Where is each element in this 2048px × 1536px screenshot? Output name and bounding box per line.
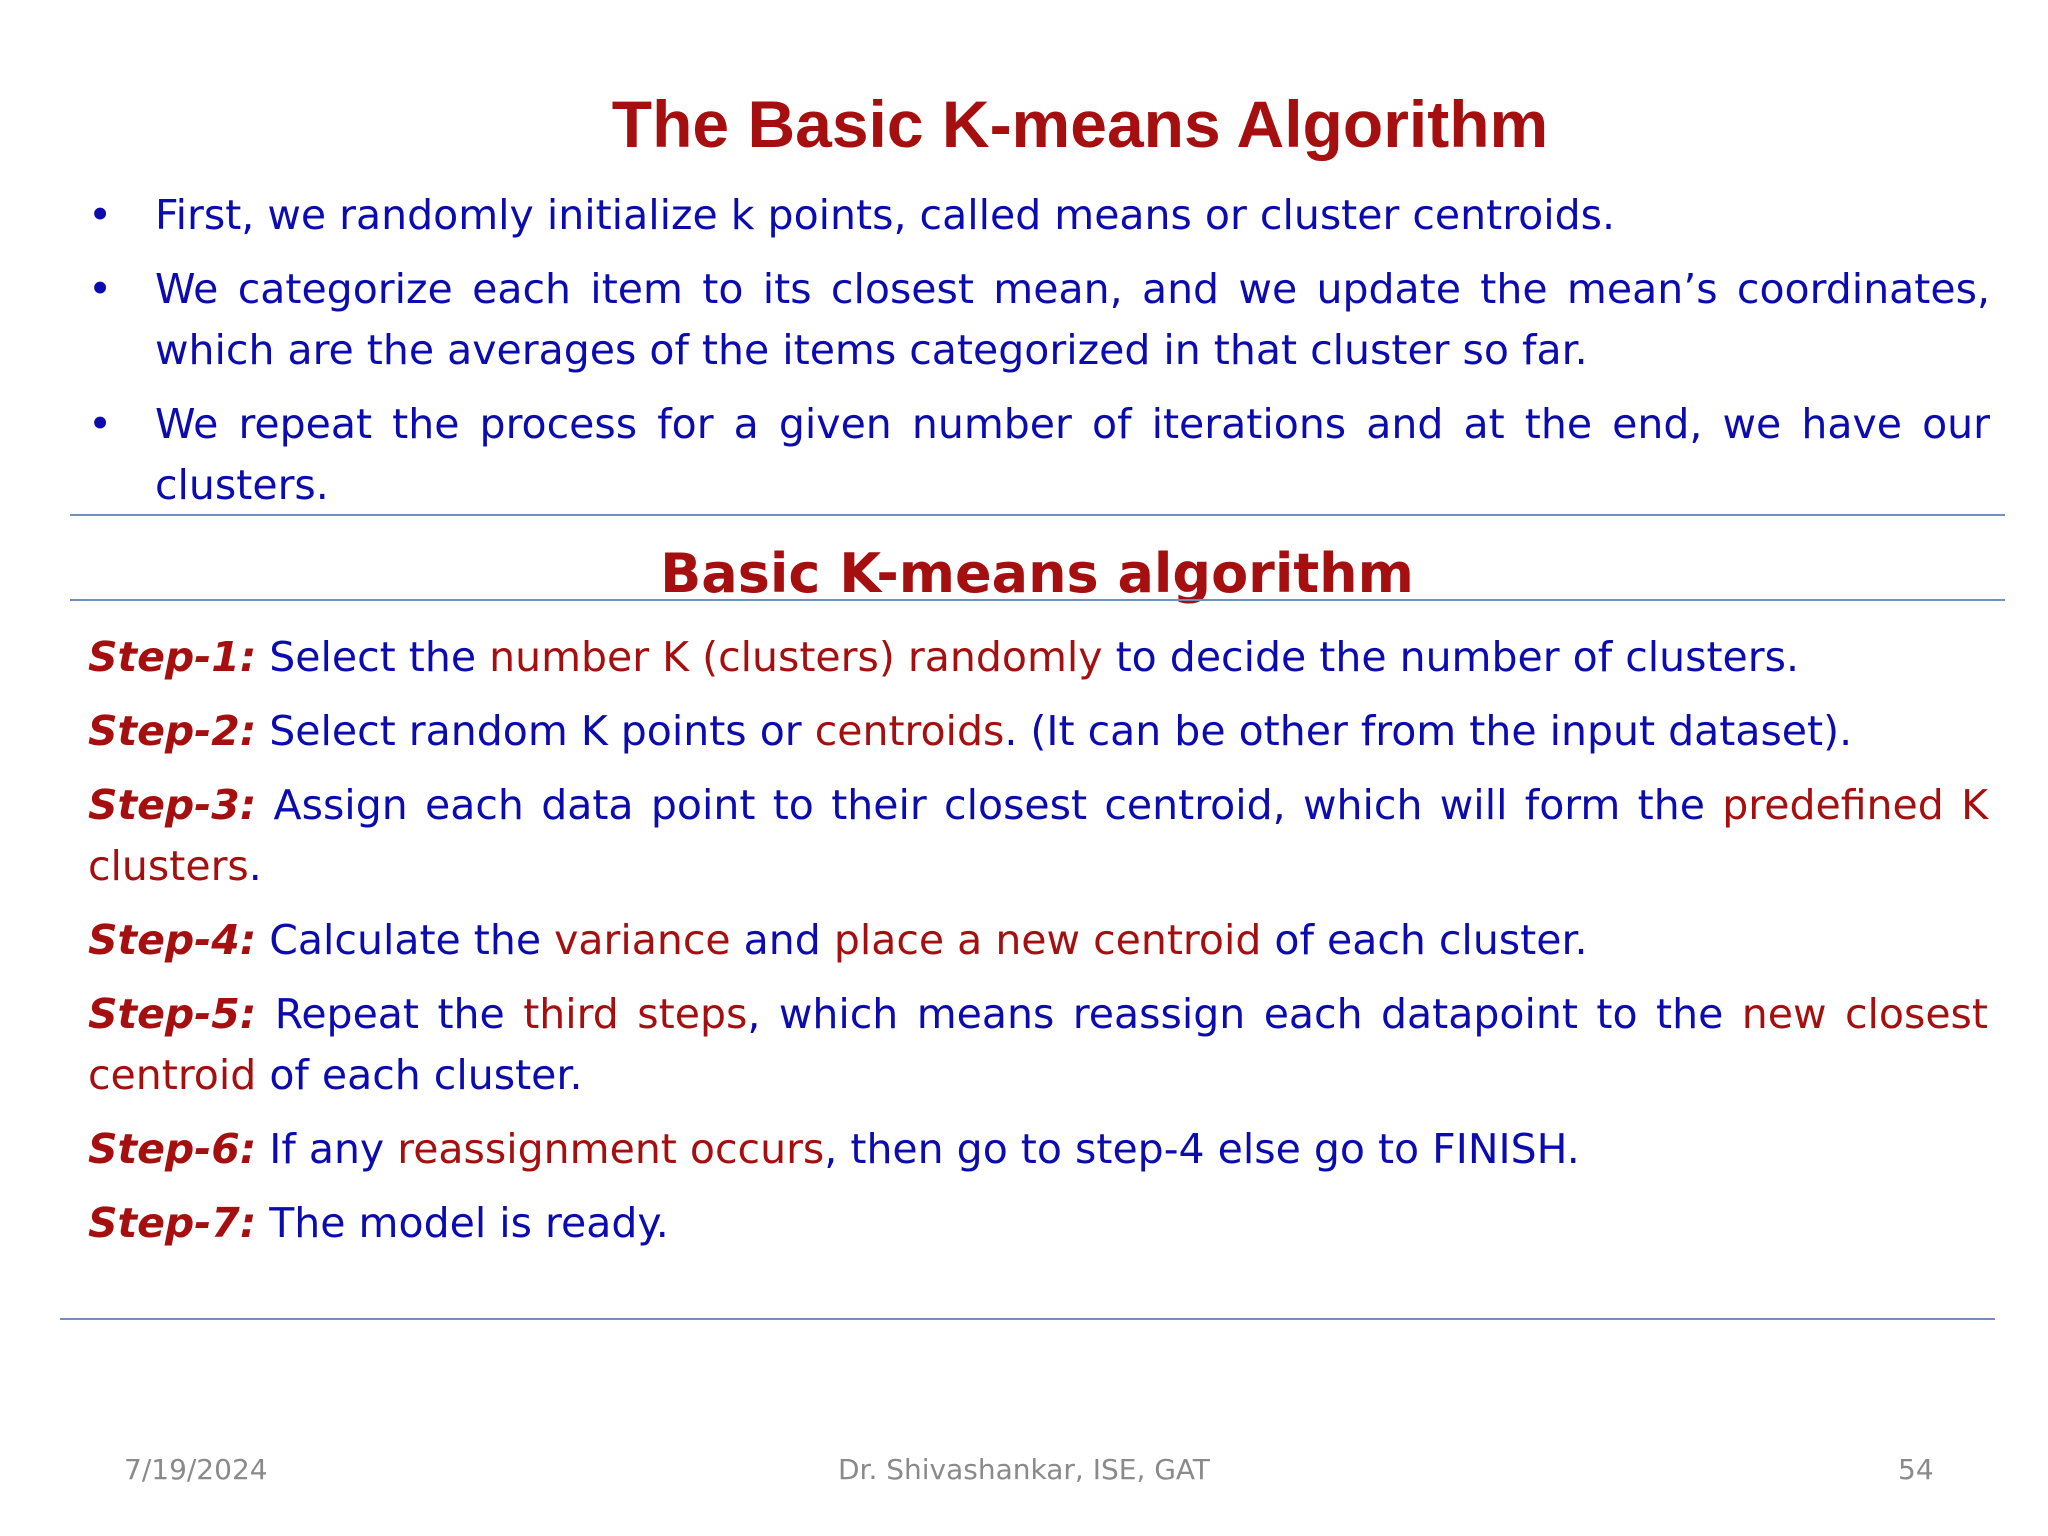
step-label: Step-2: xyxy=(88,707,257,755)
step-highlight-text: number K (clusters) randomly xyxy=(489,633,1103,681)
step-label: Step-5: xyxy=(88,990,257,1038)
step-label: Step-3: xyxy=(88,781,257,829)
bullet-item xyxy=(88,259,1990,381)
step-text: to decide the number of clusters. xyxy=(1102,633,1800,681)
step-text: The model is ready. xyxy=(256,1199,669,1247)
divider-bottom xyxy=(60,1318,1995,1320)
step-list xyxy=(88,627,1988,1267)
step-text: If any xyxy=(256,1125,398,1173)
bullet-text: We categorize each item to its closest mean, and we update the mean’s coordinates, which are the averages of the items categorized in that cluster so far. xyxy=(155,265,1990,374)
step-text: of each cluster. xyxy=(256,1051,583,1099)
step-text: Select the xyxy=(256,633,490,681)
step-text: Calculate the xyxy=(256,916,555,964)
step-highlight-text: third steps xyxy=(523,990,748,1038)
step-highlight-text: new closest centroid xyxy=(88,990,1988,1099)
step-highlight-text: centroids xyxy=(814,707,1005,755)
bullet-list xyxy=(88,185,1990,529)
step-text: Assign each data point to their closest centroid, which will form the xyxy=(256,781,1723,829)
step-label: Step-6: xyxy=(88,1125,257,1173)
step-2 xyxy=(88,701,1988,762)
bullet-dot-icon: • xyxy=(88,400,113,448)
step-text: of each cluster. xyxy=(1261,916,1588,964)
bullet-dot-icon: • xyxy=(88,191,113,239)
step-highlight-text: place a new centroid xyxy=(833,916,1262,964)
step-3 xyxy=(88,775,1988,897)
bullet-item xyxy=(88,394,1990,516)
step-6 xyxy=(88,1119,1988,1180)
bullet-item xyxy=(88,185,1990,246)
footer-author: Dr. Shivashankar, ISE, GAT xyxy=(837,1453,1211,1486)
step-text: , then go to step-4 else go to FINISH. xyxy=(824,1125,1580,1173)
step-text: Repeat the xyxy=(256,990,524,1038)
step-1 xyxy=(88,627,1988,688)
divider-top xyxy=(70,514,2005,516)
step-text: and xyxy=(730,916,834,964)
bullet-text: First, we randomly initialize k points, called means or cluster centroids. xyxy=(155,191,1616,239)
footer-date: 7/19/2024 xyxy=(124,1453,268,1486)
step-text: . (It can be other from the input dataset). xyxy=(1004,707,1853,755)
divider-subtitle xyxy=(70,599,2005,601)
step-text: Select random K points or xyxy=(256,707,815,755)
step-label: Step-7: xyxy=(88,1199,257,1247)
slide-title: The Basic K-means Algorithm xyxy=(611,87,1549,161)
step-5 xyxy=(88,984,1988,1106)
step-7 xyxy=(88,1193,1988,1254)
step-highlight-text: variance xyxy=(554,916,731,964)
step-highlight-text: reassignment occurs xyxy=(397,1125,825,1173)
footer-page-number: 54 xyxy=(1898,1453,1934,1486)
step-4 xyxy=(88,910,1988,971)
step-highlight-text: predefined K clusters xyxy=(88,781,1988,890)
bullet-dot-icon: • xyxy=(88,265,113,313)
step-text: , which means reassign each datapoint to the xyxy=(747,990,1742,1038)
algorithm-subtitle: Basic K-means algorithm xyxy=(660,542,1414,605)
step-text: . xyxy=(248,842,262,890)
bullet-text: We repeat the process for a given number of iterations and at the end, we have our clusters. xyxy=(155,400,1990,509)
step-label: Step-1: xyxy=(88,633,257,681)
step-label: Step-4: xyxy=(88,916,257,964)
